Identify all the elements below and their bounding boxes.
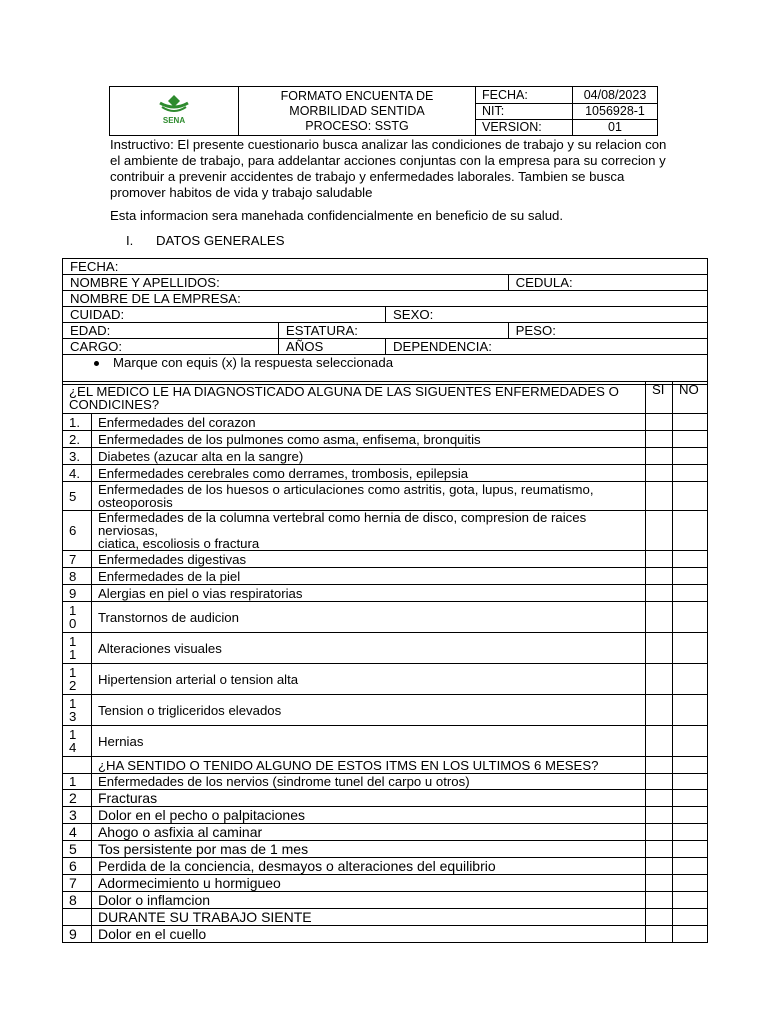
header-table [109,86,658,136]
sexo-field[interactable]: SEXO: [386,307,708,323]
no-checkbox[interactable] [672,431,707,448]
version-value: 01 [573,120,658,136]
fecha-field[interactable]: FECHA: [63,259,708,275]
item-number: 1 1 [63,633,92,664]
confidencial-note: Esta informacion sera manehada confidencialmente en beneficio de su salud. [110,208,564,223]
table-row [63,602,708,633]
item-text: Enfermedades de los huesos o articulaciones como astritis, gota, lupus, reumatismo, osteoporosis [91,482,645,511]
section-question: ¿HA SENTIDO O TENIDO ALGUNO DE ESTOS ITMS EN LOS ULTIMOS 6 MESES? [91,757,645,774]
si-checkbox[interactable] [646,465,673,482]
no-checkbox[interactable] [672,448,707,465]
no-checkbox[interactable] [672,511,707,551]
item-text: Adormecimiento u hormigueo [91,875,645,892]
table-row [63,414,708,431]
nit-value: 1056928-1 [573,104,658,120]
item-number: 1 0 [63,602,92,633]
version-label: VERSION: [476,120,573,136]
ciudad-field[interactable]: CUIDAD: [63,307,386,323]
table-row [63,568,708,585]
item-text: Hipertension arterial o tension alta [91,664,645,695]
no-checkbox[interactable] [672,602,707,633]
si-checkbox[interactable] [646,482,673,511]
instruction-row [63,355,708,385]
item-number: 7 [63,875,92,892]
si-checkbox[interactable] [646,926,673,943]
si-checkbox[interactable] [646,807,673,824]
item-text: Dolor o inflamcion [91,892,645,909]
si-checkbox[interactable] [646,695,673,726]
item-text: Enfermedades de los pulmones como asma, enfisema, bronquitis [91,431,645,448]
item-number: 3 [63,807,92,824]
item-text: Fracturas [91,790,645,807]
instruction-text: Marque con equis (x) la respuesta seleccionada [113,355,394,370]
table-row [63,482,708,511]
nombre-field[interactable]: NOMBRE Y APELLIDOS: [63,275,509,291]
table-row [63,465,708,482]
peso-field[interactable]: PESO: [508,323,707,339]
no-checkbox[interactable] [672,807,707,824]
item-text: Ahogo o asfixia al caminar [91,824,645,841]
no-checkbox[interactable] [672,585,707,602]
bullet-icon [94,361,99,366]
no-checkbox[interactable] [672,824,707,841]
empty-cell [646,757,673,774]
si-checkbox[interactable] [646,568,673,585]
si-checkbox[interactable] [646,431,673,448]
no-checkbox[interactable] [672,926,707,943]
si-checkbox[interactable] [646,664,673,695]
cedula-field[interactable]: CEDULA: [508,275,707,291]
cargo-field[interactable]: CARGO: [63,339,279,355]
item-text: Hernias [91,726,645,757]
item-number: 6 [63,858,92,875]
question-3-row [63,909,708,926]
table-row [63,824,708,841]
instructivo: Instructivo: El presente cuestionario busca analizar las condiciones de trabajo y su relacion con el ambiente de trabajo, para addelantar acciones conjuntas con la empresa para su correcion y contribuir a prevenir accidentes de trabajo y enfermedades laborales. Tambien se busca promover habitos de vida y trabajo saludable [110,137,667,200]
item-number: 1. [63,414,92,431]
no-checkbox[interactable] [672,465,707,482]
no-checkbox[interactable] [672,841,707,858]
item-text: Dolor en el cuello [91,926,645,943]
no-checkbox[interactable] [672,414,707,431]
empty-cell [672,909,707,926]
estatura-field[interactable]: ESTATURA: [278,323,508,339]
si-checkbox[interactable] [646,774,673,790]
item-text: Enfermedades cerebrales como derrames, trombosis, epilepsia [91,465,645,482]
item-number: 4 [63,824,92,841]
item-text: Alteraciones visuales [91,633,645,664]
table-row [63,664,708,695]
no-checkbox[interactable] [672,664,707,695]
item-number: 8 [63,892,92,909]
item-number: 5 [63,841,92,858]
table-row [63,774,708,790]
table-row [63,585,708,602]
no-checkbox[interactable] [672,726,707,757]
item-text: Tension o trigliceridos elevados [91,695,645,726]
table-row [63,695,708,726]
edad-field[interactable]: EDAD: [63,323,279,339]
item-text: Enfermedades de la columna vertebral como hernia de disco, compresion de raices nerviosas, ciatica, escoliosis o fractura [91,511,645,551]
item-text: Dolor en el pecho o palpitaciones [91,807,645,824]
item-number: 2 [63,790,92,807]
item-number: 2. [63,431,92,448]
datos-generales-table [62,258,708,385]
item-number: 9 [63,926,92,943]
item-number: 6 [63,511,92,551]
si-checkbox[interactable] [646,892,673,909]
item-number: 3. [63,448,92,465]
table-row [63,807,708,824]
section-question: DURANTE SU TRABAJO SIENTE [91,909,645,926]
si-checkbox[interactable] [646,858,673,875]
item-number: 1 [63,774,92,790]
sena-logo-icon [154,93,194,125]
no-checkbox[interactable] [672,875,707,892]
questionnaire-table [62,381,708,943]
no-header: NO [672,382,707,414]
item-number: 1 2 [63,664,92,695]
item-text: Perdida de la conciencia, desmayos o alteraciones del equilibrio [91,858,645,875]
empresa-field[interactable]: NOMBRE DE LA EMPRESA: [63,291,708,307]
item-number: 4. [63,465,92,482]
item-number: 7 [63,551,92,568]
title-line-1: FORMATO ENCUENTA DE [280,88,434,103]
table-row [63,926,708,943]
fecha-label: FECHA: [476,87,573,104]
no-checkbox[interactable] [672,695,707,726]
table-row [63,790,708,807]
si-checkbox[interactable] [646,551,673,568]
empty-cell [63,909,92,926]
no-checkbox[interactable] [672,551,707,568]
form-title [239,87,476,136]
empty-cell [63,757,92,774]
item-text: Enfermedades del corazon [91,414,645,431]
dependencia-field[interactable]: DEPENDENCIA: [386,339,708,355]
nit-label: NIT: [476,104,573,120]
item-text: Enfermedades digestivas [91,551,645,568]
si-checkbox[interactable] [646,824,673,841]
si-checkbox[interactable] [646,726,673,757]
section-number: I. [126,233,134,248]
table-row [63,726,708,757]
fecha-value: 04/08/2023 [573,87,658,104]
item-number: 1 4 [63,726,92,757]
section-title: DATOS GENERALES [156,233,285,248]
table-row [63,875,708,892]
question-1: ¿EL MEDICO LE HA DIAGNOSTICADO ALGUNA DE LAS SIGUENTES ENFERMEDADES O CONDICINES? [63,382,646,414]
item-text: Transtornos de audicion [91,602,645,633]
item-text: Diabetes (azucar alta en la sangre) [91,448,645,465]
no-checkbox[interactable] [672,858,707,875]
item-text: Tos persistente por mas de 1 mes [91,841,645,858]
table-row [63,431,708,448]
logo-cell [110,87,239,136]
table-row [63,448,708,465]
no-checkbox[interactable] [672,790,707,807]
logo-text: SENA [162,116,186,125]
si-checkbox[interactable] [646,875,673,892]
title-line-2: MORBILIDAD SENTIDA [289,103,425,118]
no-checkbox[interactable] [672,633,707,664]
title-line-3: PROCESO: SSTG [305,118,409,133]
item-text: Enfermedades de la piel [91,568,645,585]
no-checkbox[interactable] [672,892,707,909]
si-checkbox[interactable] [646,585,673,602]
si-header: SI [646,382,673,414]
si-checkbox[interactable] [646,602,673,633]
empty-cell [672,757,707,774]
item-number: 8 [63,568,92,585]
table-row [63,892,708,909]
no-checkbox[interactable] [672,774,707,790]
table-row [63,511,708,551]
item-number: 1 3 [63,695,92,726]
item-text: Enfermedades de los nervios (sindrome tunel del carpo u otros) [91,774,645,790]
si-checkbox[interactable] [646,511,673,551]
si-checkbox[interactable] [646,841,673,858]
table-row [63,633,708,664]
table-row [63,551,708,568]
item-text: Alergias en piel o vias respiratorias [91,585,645,602]
anos-field[interactable]: AÑOS [278,339,385,355]
si-checkbox[interactable] [646,633,673,664]
table-row [63,841,708,858]
empty-cell [646,909,673,926]
no-checkbox[interactable] [672,482,707,511]
si-checkbox[interactable] [646,414,673,431]
item-number: 9 [63,585,92,602]
no-checkbox[interactable] [672,568,707,585]
table-row [63,858,708,875]
question-2-row [63,757,708,774]
si-checkbox[interactable] [646,790,673,807]
item-number: 5 [63,482,92,511]
si-checkbox[interactable] [646,448,673,465]
